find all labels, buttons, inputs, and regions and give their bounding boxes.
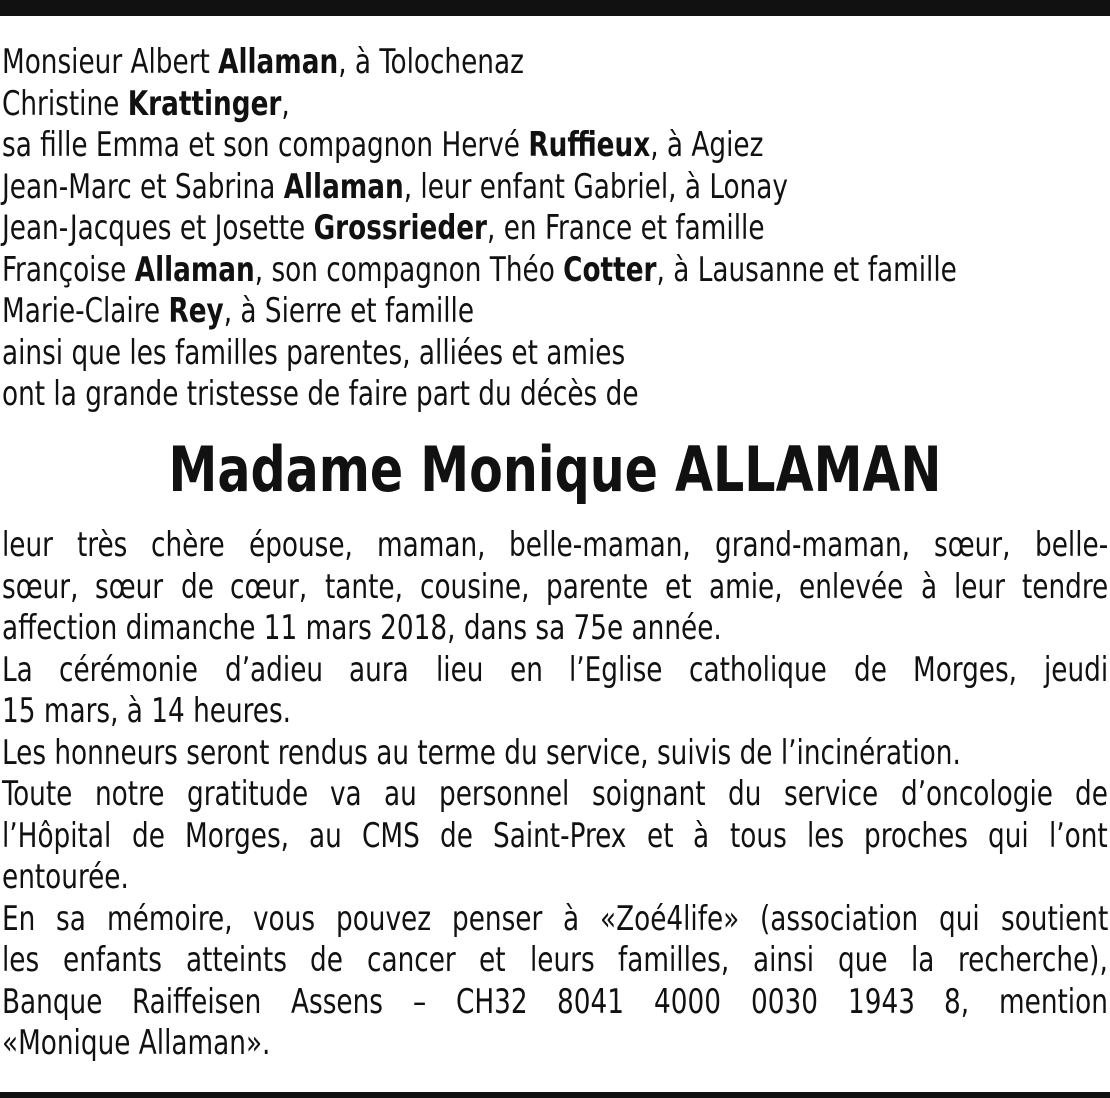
body-line: 15 mars, à 14 heures. bbox=[2, 691, 292, 731]
body-line: En sa mémoire, vous pouvez penser à «Zoé4life» (association qui soutient bbox=[2, 898, 1108, 939]
body-line: Les honneurs seront rendus au terme du service, suivis de l’incinération. bbox=[2, 732, 961, 773]
family-line: sa fille Emma et son compagnon Hervé Ruffieux, à Agiez bbox=[2, 125, 764, 165]
family-line: Jean-Marc et Sabrina Allaman, leur enfant Gabriel, à Lonay bbox=[2, 166, 788, 207]
body-line: les enfants atteints de cancer et leurs familles, ainsi que la recherche), bbox=[2, 940, 1109, 980]
obituary-body bbox=[2, 525, 1108, 1065]
body-line: La cérémonie d’adieu aura lieu en l’Eglise catholique de Morges, jeudi bbox=[2, 649, 1108, 690]
family-line: Christine Krattinger, bbox=[2, 83, 290, 124]
family-line: Françoise Allaman, son compagnon Théo Cotter, à Lausanne et famille bbox=[2, 249, 957, 290]
deceased-name: Madame Monique ALLAMAN bbox=[168, 433, 942, 506]
family-list bbox=[2, 42, 1108, 416]
body-line: entourée. bbox=[2, 857, 129, 897]
body-line: «Monique Allaman». bbox=[2, 1023, 271, 1063]
body-line: Toute notre gratitude va au personnel soignant du service d’oncologie de bbox=[2, 774, 1108, 814]
family-line: Marie-Claire Rey, à Sierre et famille bbox=[2, 291, 475, 331]
family-line: ont la grande tristesse de faire part du décès de bbox=[2, 374, 639, 414]
body-line: affection dimanche 11 mars 2018, dans sa 75e année. bbox=[2, 608, 722, 648]
body-line: leur très chère épouse, maman, belle-maman, grand-maman, sœur, belle- bbox=[2, 525, 1108, 565]
family-line: Monsieur Albert Allaman, à Tolochenaz bbox=[2, 42, 524, 82]
body-line: sœur, sœur de cœur, tante, cousine, parente et amie, enlevée à leur tendre bbox=[2, 566, 1109, 607]
bottom-rule bbox=[0, 1092, 1110, 1098]
family-line: ainsi que les familles parentes, alliées et amies bbox=[2, 332, 626, 373]
top-rule bbox=[0, 0, 1110, 16]
body-line: Banque Raiffeisen Assens – CH32 8041 4000 0030 1943 8, mention bbox=[2, 981, 1109, 1022]
family-line: Jean-Jacques et Josette Grossrieder, en France et famille bbox=[2, 208, 765, 248]
body-line: l’Hôpital de Morges, au CMS de Saint-Prex et à tous les proches qui l’ont bbox=[2, 815, 1108, 856]
